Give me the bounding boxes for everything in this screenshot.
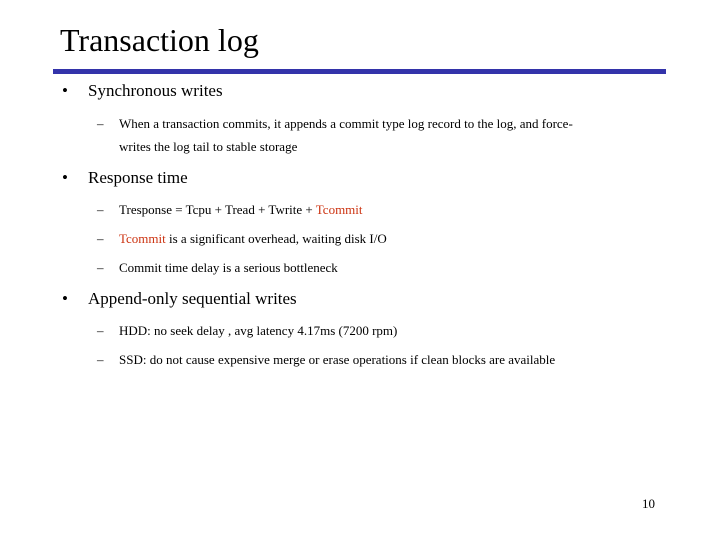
tcommit-highlight: Tcommit <box>315 202 363 217</box>
slide-title: Transaction log <box>60 22 259 58</box>
sub-item-text-line-1: When a transaction commits, it appends a commit type log record to the log, and force- <box>119 116 573 131</box>
sub-item-text: Commit time delay is a serious bottleneck <box>119 260 338 275</box>
tcommit-highlight: Tcommit <box>119 231 166 246</box>
formula-text: Tresponse = Tcpu + Tread + Twrite + <box>119 202 316 217</box>
bullet-dot-icon: • <box>62 289 68 308</box>
page-number: 10 <box>642 496 655 511</box>
dash-bullet-icon: – <box>97 323 104 338</box>
bullet-text: Synchronous writes <box>88 81 223 100</box>
sub-item-text-line-2: writes the log tail to stable storage <box>119 139 298 154</box>
sub-item-text: HDD: no seek delay , avg latency 4.17ms (7200 rpm) <box>119 323 398 338</box>
bullet-dot-icon: • <box>62 81 68 100</box>
title-divider <box>53 69 666 74</box>
sub-item-text: SSD: do not cause expensive merge or erase operations if clean blocks are available <box>119 352 556 367</box>
sub-item-text <box>119 228 387 250</box>
dash-bullet-icon: – <box>97 202 104 217</box>
dash-bullet-icon: – <box>97 260 104 275</box>
overhead-text: is a significant overhead, waiting disk I/O <box>165 231 387 246</box>
bullet-dot-icon: • <box>62 168 68 187</box>
bullet-text: Response time <box>88 168 188 187</box>
dash-bullet-icon: – <box>97 116 104 131</box>
bullet-text: Append-only sequential writes <box>88 289 297 308</box>
dash-bullet-icon: – <box>97 231 104 246</box>
dash-bullet-icon: – <box>97 352 104 367</box>
sub-item-text <box>119 199 363 221</box>
